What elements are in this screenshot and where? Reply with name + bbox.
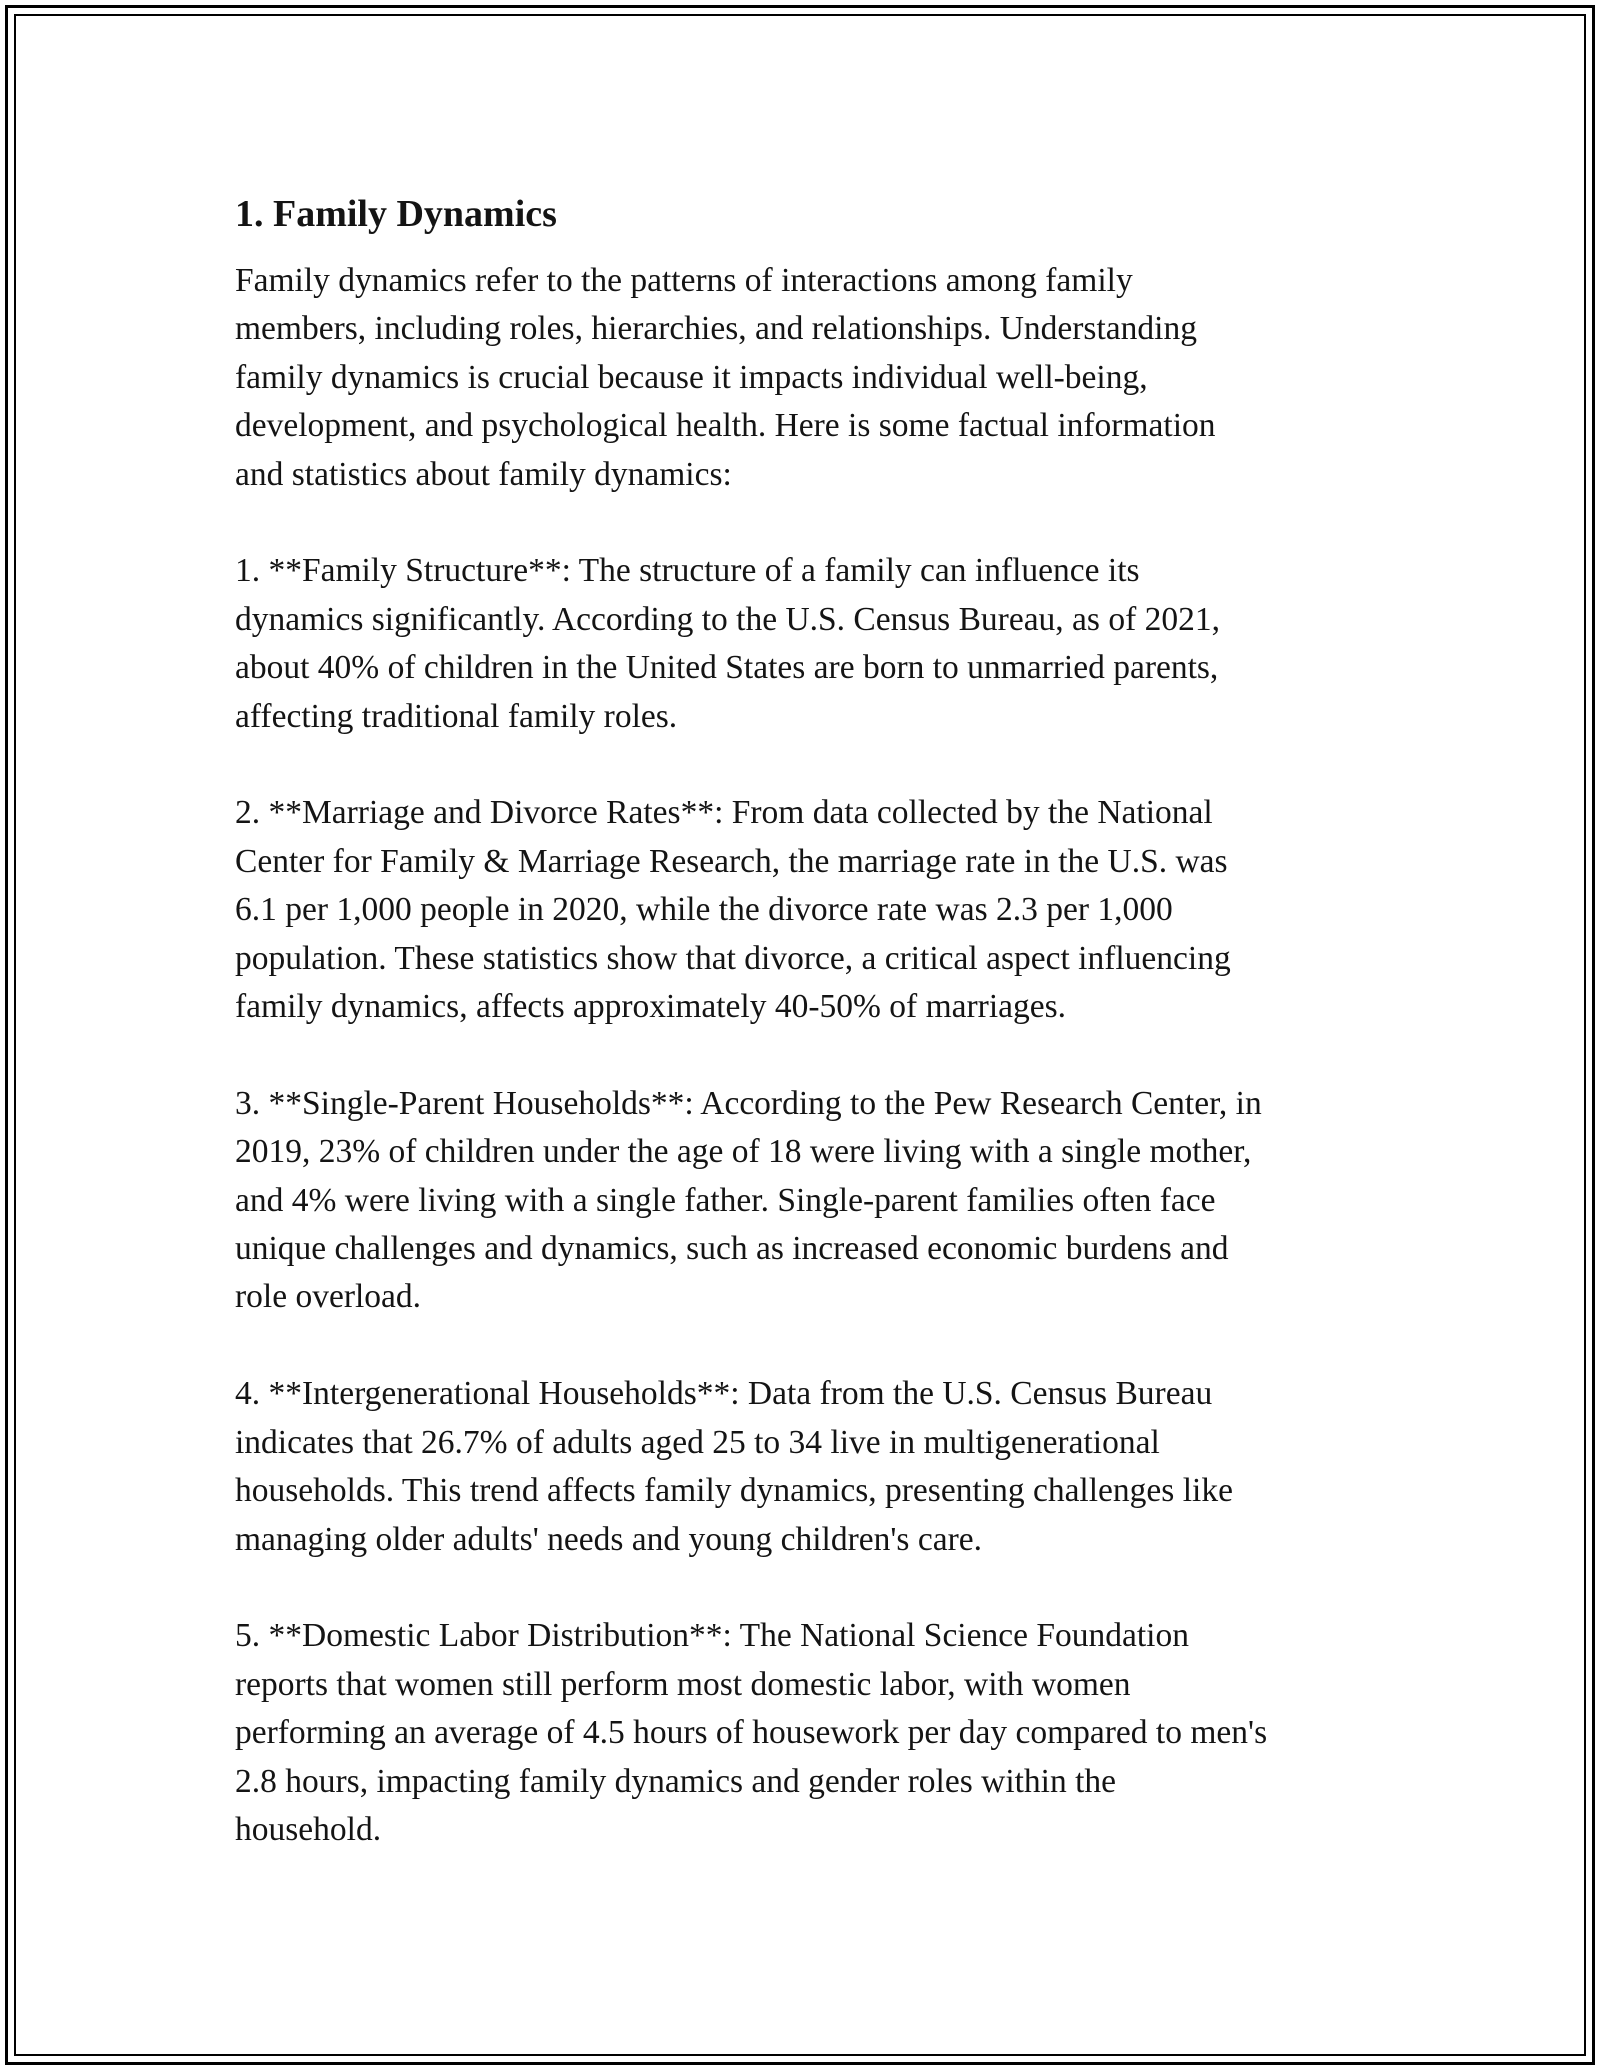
family-structure-paragraph: 1. **Family Structure**: The structure of a family can influence its dynamics significantly. According to the U.S. Census Bureau, as of 2021, about 40% of children in the United States are born to unmarried parents, affecting traditional family roles. bbox=[235, 552, 1220, 735]
single-parent-paragraph: 3. **Single-Parent Households**: According to the Pew Research Center, in 2019, 23% of children under the age of 18 were living with a single mother, and 4% were living with a single father. Single-parent families often face unique challenges and dynamics, such as increased economic burdens and role overload. bbox=[235, 1084, 1262, 1316]
domestic-labor-paragraph: 5. **Domestic Labor Distribution**: The National Science Foundation reports that women still perform most domestic labor, with women performing an average of 4.5 hours of housework per day compared to men's 2.8 hours, impacting family dynamics and gender roles within the household. bbox=[235, 1617, 1268, 1848]
intergenerational-paragraph: 4. **Intergenerational Households**: Data from the U.S. Census Bureau indicates that 26.7% of adults aged 25 to 34 live in multigenerational households. This trend affects family dynamics, presenting challenges like managing older adults' needs and young children's care. bbox=[235, 1375, 1233, 1558]
marriage-divorce-paragraph: 2. **Marriage and Divorce Rates**: From data collected by the National Center for Family & Marriage Research, the marriage rate in the U.S. was 6.1 per 1,000 people in 2020, while the divorce rate was 2.3 per 1,000 population. These statistics show that divorce, a critical aspect influencing family dynamics, affects approximately 40-50% of marriages. bbox=[235, 794, 1231, 1026]
intro-paragraph: Family dynamics refer to the patterns of interactions among family members, including roles, hierarchies, and relationships. Understanding family dynamics is crucial because it impacts individual well-being, development, and psychological health. Here is some factual information and statistics about family dynamics: bbox=[235, 262, 1216, 493]
section-title: 1. Family Dynamics bbox=[235, 193, 557, 235]
document-content bbox=[235, 186, 1375, 1903]
